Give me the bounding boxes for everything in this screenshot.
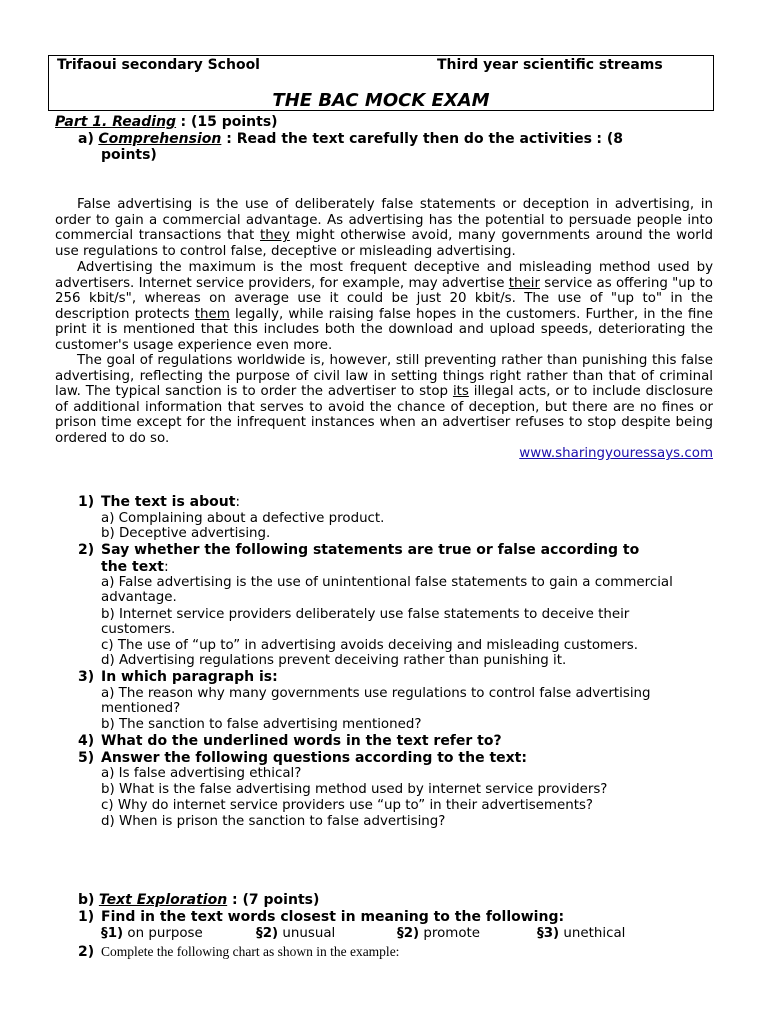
q5-question-d: d) When is prison the sanction to false advertising? (101, 814, 446, 829)
word-item (397, 926, 480, 942)
q5-question-b: b) What is the false advertising method used by internet service providers? (101, 782, 608, 797)
q2-colon: : (163, 559, 169, 575)
exploration-points: : (7 points) (227, 892, 320, 908)
p1-text-b: might otherwise avoid, many governments around the world use regulations to control false, deceptive or misleading advertising. (55, 228, 713, 259)
q2-text-b: the text (101, 559, 164, 575)
word-text: unusual (282, 926, 336, 941)
q2-text-cont (101, 559, 169, 575)
comprehension-points-cont: points) (101, 147, 157, 163)
underlined-they: they (260, 228, 290, 244)
q5-number: 5) (78, 750, 95, 766)
exp-q2-number: 2) (78, 944, 95, 960)
exploration-letter: b) (78, 892, 95, 908)
question-4 (78, 733, 502, 749)
q4-text: What do the underlined words in the text refer to? (101, 733, 502, 749)
school-name: Trifaoui secondary School (57, 57, 260, 73)
comprehension-points: : (8 (596, 131, 624, 147)
underlined-its: its (452, 384, 469, 400)
q2-number: 2) (78, 542, 95, 558)
stream-name: Third year scientific streams (437, 57, 663, 73)
p2-text-a: Advertising the maximum is the most frequent deceptive and misleading method used by advertisers. Internet service providers, for example, may advertise (55, 260, 713, 291)
paragraph-3 (55, 353, 713, 447)
comprehension-instruction: : Read the text carefully then do the activities (221, 131, 592, 147)
p2-text-b: service as offering "up to 256 kbit/s", whereas on average use it could be just 20 kbit/s. The use of "up to" in the description protects (55, 275, 713, 322)
q3-option-a-cont: mentioned? (101, 701, 181, 716)
source-link[interactable]: www.sharingyouressays.com (519, 446, 713, 461)
part1-points: : (15 points) (180, 114, 278, 130)
word-text: unethical (563, 926, 626, 941)
q1-text: The text is about (101, 494, 236, 510)
question-1 (78, 494, 240, 510)
word-item (256, 926, 335, 942)
p3-text-b: illegal acts, or to include disclosure of additional information that serves to avoid the chance of deception, but there are no fines or prison time except for the infrequent instances when an advertiser refuses to stop despite being ordered to do so. (55, 384, 713, 446)
word-ref: §3) (537, 926, 560, 941)
q5-question-a: a) Is false advertising ethical? (101, 766, 302, 781)
q1-number: 1) (78, 494, 95, 510)
p1-text-a: False advertising is the use of deliberately false statements or deception in advertising, in order to gain a commercial advantage. As advertising has the potential to persuade people into commercial transactions that (55, 197, 713, 244)
comprehension-label: Comprehension (98, 131, 222, 147)
underlined-their: their (508, 275, 540, 291)
q1-option-b: b) Deceptive advertising. (101, 526, 271, 541)
q2-statement-b: b) Internet service providers deliberately use false statements to deceive their (101, 607, 630, 622)
word-item (537, 926, 625, 942)
paragraph-2 (55, 260, 713, 354)
underlined-them: them (194, 306, 230, 322)
exploration-question-1 (78, 909, 564, 925)
q3-number: 3) (78, 669, 95, 685)
q2-statement-a-cont: advantage. (101, 590, 177, 605)
q5-question-c: c) Why do internet service providers use “up to” in their advertisements? (101, 798, 594, 813)
word-text: promote (423, 926, 481, 941)
question-2 (78, 542, 639, 558)
exp-q1-text: Find in the text words closest in meaning to the following: (101, 909, 565, 925)
q3-option-b: b) The sanction to false advertising mentioned? (101, 717, 422, 732)
q3-option-a: a) The reason why many governments use regulations to control false advertising (101, 686, 651, 701)
exam-header (48, 55, 714, 111)
exp-q1-number: 1) (78, 909, 95, 925)
comprehension-heading (78, 131, 623, 147)
p2-text-c: legally, while raising false hopes in the customers. Further, in the fine print it is mentioned that this includes both the download and upload speeds, deteriorating the customer's usage experience even more. (55, 306, 714, 353)
exam-title: THE BAC MOCK EXAM (272, 90, 490, 111)
q4-number: 4) (78, 733, 95, 749)
q2-statement-d: d) Advertising regulations prevent deceiving rather than punishing it. (101, 653, 567, 668)
q1-colon: : (235, 494, 241, 510)
q2-statement-c: c) The use of “up to” in advertising avoids deceiving and misleading customers. (101, 638, 639, 653)
exploration-question-2 (78, 944, 399, 961)
comprehension-letter: a) (78, 131, 94, 147)
word-ref: §1) (101, 926, 124, 941)
exploration-heading (78, 892, 319, 908)
exp-q2-text: Complete the following chart as shown in the example: (101, 944, 400, 959)
q2-text-a: Say whether the following statements are true or false according to (101, 542, 640, 558)
word-ref: §2) (256, 926, 279, 941)
word-item (101, 926, 203, 942)
paragraph-1 (55, 197, 713, 259)
q2-statement-b-cont: customers. (101, 622, 176, 637)
question-3 (78, 669, 278, 685)
part1-heading (55, 114, 278, 130)
question-5 (78, 750, 527, 766)
word-text: on purpose (127, 926, 203, 941)
q2-statement-a: a) False advertising is the use of unintentional false statements to gain a commercial (101, 575, 673, 590)
exploration-label: Text Exploration (98, 892, 228, 908)
part1-label: Part 1. Reading (55, 114, 177, 130)
word-ref: §2) (397, 926, 420, 941)
q1-option-a: a) Complaining about a defective product. (101, 511, 385, 526)
q5-text: Answer the following questions according to the text: (101, 750, 527, 766)
p3-text-a: The goal of regulations worldwide is, however, still preventing rather than punishing this false advertising, reflecting the purpose of civil law in setting things right rather than that of criminal law. The typical sanction is to order the advertiser to stop (55, 353, 713, 400)
q3-text: In which paragraph is: (101, 669, 278, 685)
